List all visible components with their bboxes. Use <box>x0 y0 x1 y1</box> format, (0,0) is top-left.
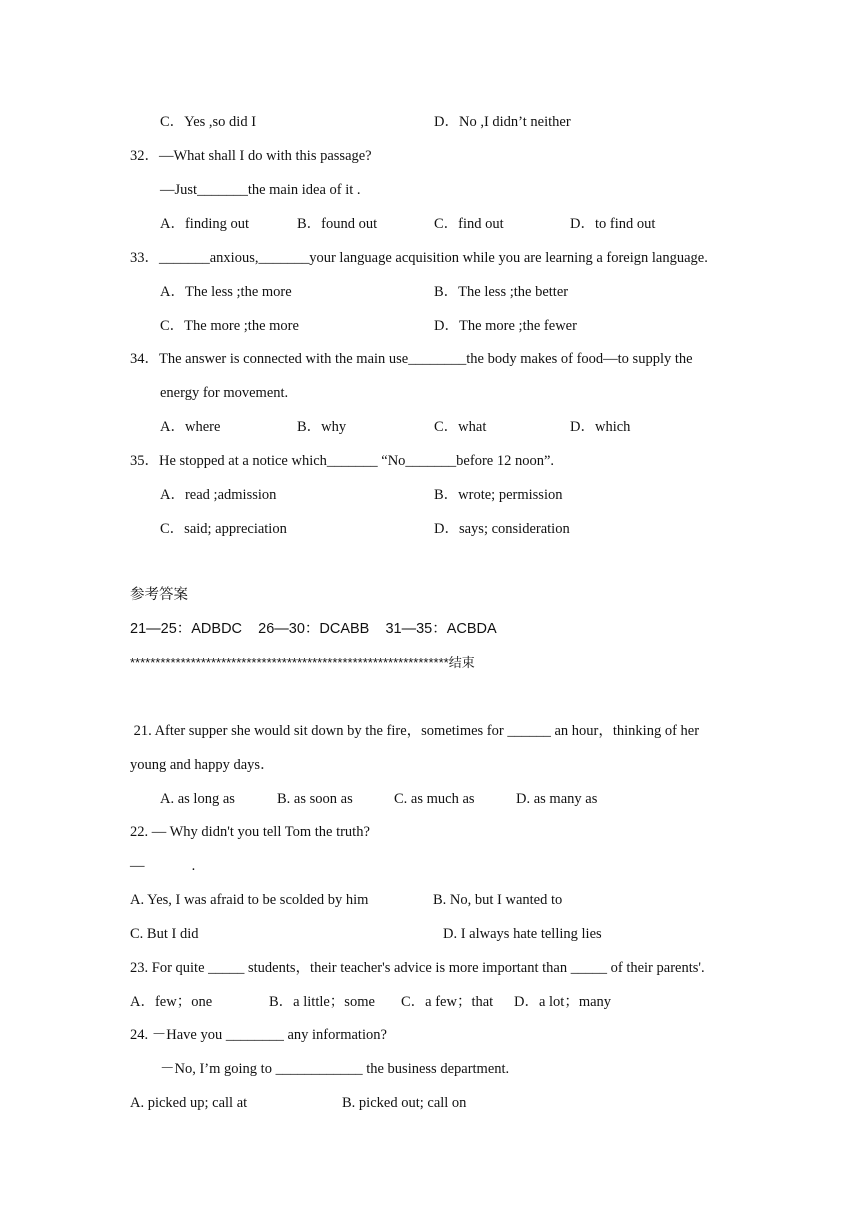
q21-option-d: D. as many as <box>516 791 598 807</box>
q32-stem-line2: —Just_______the main idea of it . <box>160 182 361 198</box>
q32-option-b: B．found out <box>297 216 378 232</box>
q24-option-a: A. picked up; call at <box>130 1095 248 1111</box>
q21-stem: 21. After supper she would sit down by the fire，sometimes for ______ an hour，thinking of her <box>130 723 700 739</box>
q24-stem-line2: －No, I’m going to ____________ the business department. <box>160 1061 510 1077</box>
q34-stem: 34．The answer is connected with the main use________the body makes of food—to supply the <box>130 351 693 367</box>
q23-option-a: A．few；one <box>130 994 213 1010</box>
q34-stem-line2: energy for movement. <box>160 385 289 401</box>
q21-option-c: C. as much as <box>394 791 475 807</box>
q35-option-a: A．read ;admission <box>160 487 277 503</box>
q22-option-d: D. I always hate telling lies <box>443 926 602 942</box>
q31-option-c: C．Yes ,so did I <box>160 114 257 130</box>
q32-option-d: D．to find out <box>570 216 656 232</box>
q33-option-c: C．The more ;the more <box>160 318 299 334</box>
q23-stem: 23. For quite _____ students，their teacher's advice is more important than _____ of their parents'. <box>130 960 705 976</box>
q22-stem-line2: — . <box>130 858 196 874</box>
q35-option-c: C．said; appreciation <box>160 521 287 537</box>
q35-option-b: B．wrote; permission <box>434 487 563 503</box>
q34-option-d: D．which <box>570 419 631 435</box>
q23-option-d: D．a lot；many <box>514 994 612 1010</box>
answer-key: 21—25：ADBDC 26—30：DCABB 31—35：ACBDA <box>130 621 497 637</box>
q22-stem: 22. — Why didn't you tell Tom the truth? <box>130 824 370 840</box>
answer-key-heading: 参考答案 <box>130 587 188 603</box>
q33-stem: 33．_______anxious,_______your language acquisition while you are learning a foreign language. <box>130 250 708 266</box>
q35-stem: 35．He stopped at a notice which_______ “No_______before 12 noon”. <box>130 453 555 469</box>
q23-option-b: B．a little；some <box>269 994 375 1010</box>
q32-option-a: A．finding out <box>160 216 250 232</box>
q24-stem: 24. －Have you ________ any information? <box>130 1027 387 1043</box>
q32-stem: 32．—What shall I do with this passage? <box>130 148 372 164</box>
q33-option-d: D．The more ;the fewer <box>434 318 577 334</box>
q35-option-d: D．says; consideration <box>434 521 570 537</box>
q22-option-b: B. No, but I wanted to <box>433 892 563 908</box>
q21-option-a: A. as long as <box>160 791 235 807</box>
q32-option-c: C．find out <box>434 216 504 232</box>
q23-option-c: C．a few；that <box>401 994 494 1010</box>
q34-option-c: C．what <box>434 419 487 435</box>
q22-option-a: A. Yes, I was afraid to be scolded by him <box>130 892 369 908</box>
end-marker: ***************************************************************结束 <box>130 655 475 670</box>
q34-option-b: B．why <box>297 419 347 435</box>
q33-option-b: B．The less ;the better <box>434 284 569 300</box>
q21-stem-line2: young and happy days． <box>130 757 275 773</box>
q31-option-d: D．No ,I didn’t neither <box>434 114 571 130</box>
q22-option-c: C. But I did <box>130 926 199 942</box>
q21-option-b: B. as soon as <box>277 791 353 807</box>
q24-option-b: B. picked out; call on <box>342 1095 467 1111</box>
q33-option-a: A．The less ;the more <box>160 284 292 300</box>
q34-option-a: A．where <box>160 419 221 435</box>
